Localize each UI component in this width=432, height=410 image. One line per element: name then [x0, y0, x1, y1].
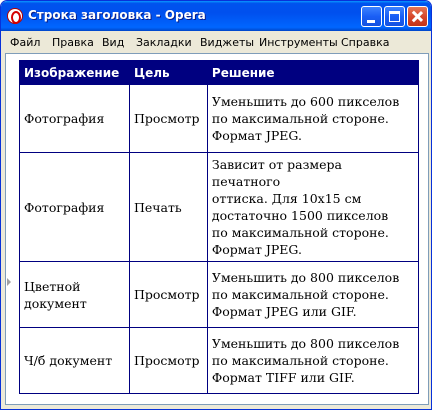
cell-solution: [207, 85, 418, 153]
menu-file[interactable]: Файл: [10, 36, 41, 49]
table-header-row: [20, 61, 419, 85]
table-row: [20, 85, 419, 153]
opera-logo-icon[interactable]: [7, 8, 23, 24]
menu-bar: [1, 32, 431, 53]
minimize-icon: [367, 20, 375, 23]
window-title: Строка заголовка - Opera: [28, 8, 206, 22]
header-solution: Решение: [207, 61, 418, 85]
solution-line: Формат TIFF или GIF.: [211, 370, 355, 385]
menu-widgets[interactable]: Виджеты: [200, 36, 255, 49]
solution-line: Уменьшить до 800 пикселов: [211, 270, 400, 285]
maximize-icon: [389, 11, 400, 22]
page-content[interactable]: [5, 53, 429, 405]
menu-help[interactable]: Справка: [341, 36, 390, 49]
close-icon: [408, 7, 427, 26]
cell-purpose: Просмотр: [129, 328, 207, 394]
cell-purpose: Печать: [129, 153, 207, 262]
panel-toggle-arrow-icon[interactable]: [7, 278, 11, 286]
solution-line: по максимальной стороне.: [211, 287, 389, 302]
maximize-button[interactable]: [384, 6, 405, 27]
solution-line: Формат JPEG или GIF.: [211, 304, 357, 319]
cell-image: Ч/б документ: [20, 328, 130, 394]
header-image: Изображение: [20, 61, 130, 85]
solution-line: Уменьшить до 600 пикселов: [211, 94, 400, 109]
cell-image: Фотография: [20, 153, 130, 262]
minimize-button[interactable]: [361, 6, 382, 27]
table-row: [20, 328, 419, 394]
menu-tools[interactable]: Инструменты: [259, 36, 338, 49]
solution-line: достаточно 1500 пикселов: [211, 208, 389, 223]
title-bar[interactable]: [1, 1, 431, 31]
cell-image: Фотография: [20, 85, 130, 153]
solution-line: Зависит от размера печатного: [211, 157, 342, 189]
cell-image: Цветной документ: [20, 262, 130, 328]
table-row: [20, 262, 419, 328]
menu-bookmarks[interactable]: Закладки: [136, 36, 192, 49]
solution-line: по максимальной стороне.: [211, 111, 389, 126]
menu-view[interactable]: Вид: [102, 36, 125, 49]
image-size-table: [19, 60, 419, 394]
cell-purpose: Просмотр: [129, 262, 207, 328]
header-purpose: Цель: [129, 61, 207, 85]
menu-edit[interactable]: Правка: [52, 36, 94, 49]
solution-line: оттиска. Для 10x15 см: [211, 191, 362, 206]
solution-line: Уменьшить до 800 пикселов: [211, 336, 400, 351]
cell-purpose: Просмотр: [129, 85, 207, 153]
solution-line: Формат JPEG.: [211, 242, 302, 257]
cell-solution: [207, 262, 418, 328]
table-row: [20, 153, 419, 262]
cell-solution: [207, 153, 418, 262]
solution-line: по максимальной стороне.: [211, 225, 389, 240]
solution-line: Формат JPEG.: [211, 128, 302, 143]
solution-line: по максимальной стороне.: [211, 353, 389, 368]
window-bottom-frame: [1, 406, 431, 410]
close-button[interactable]: [407, 6, 428, 27]
cell-solution: [207, 328, 418, 394]
